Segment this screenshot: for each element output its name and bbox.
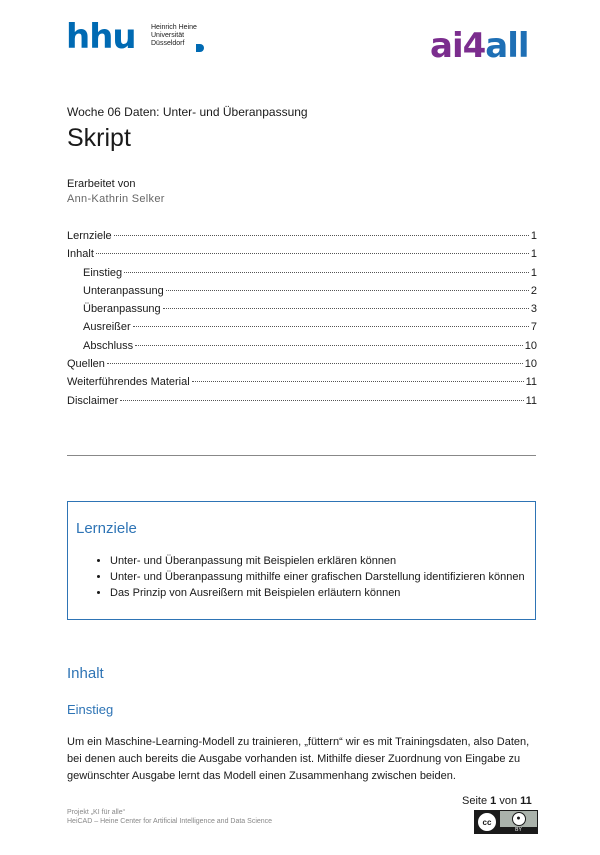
learning-goals-list	[96, 554, 530, 602]
toc-entry-weiterfuehrendes-material[interactable]: Weiterführendes Material 11	[67, 376, 537, 389]
hhu-university-name: Heinrich Heine Universität Düsseldorf	[151, 24, 197, 47]
toc-entry-inhalt[interactable]: Inhalt 1	[67, 248, 537, 261]
hhu-logo	[66, 17, 216, 57]
content-heading: Inhalt	[67, 665, 104, 682]
toc-entry-ausreisser[interactable]: Ausreißer 7	[83, 321, 537, 334]
table-of-contents	[67, 230, 537, 413]
footer-project-info: Projekt „KI für alle“ HeiCAD – Heine Center for Artificial Intelligence and Data Science	[67, 809, 273, 825]
author-name: Ann-Kathrin Selker	[67, 193, 165, 205]
hhu-wordmark: hhu	[66, 17, 136, 57]
toc-entry-disclaimer[interactable]: Disclaimer 11	[67, 394, 537, 407]
section-heading: Einstieg	[67, 702, 114, 717]
toc-entry-lernziele[interactable]: Lernziele 1	[67, 230, 537, 242]
page-number: Seite 1 von 11	[462, 795, 532, 807]
document-title: Skript	[67, 124, 131, 152]
list-item: • Das Prinzip von Ausreißern mit Beispielen erläutern können	[110, 586, 530, 601]
toc-entry-unteranpassung[interactable]: Unteranpassung 2	[83, 284, 537, 297]
hhu-logo-shape	[196, 44, 204, 52]
intro-paragraph: Um ein Maschine-Learning-Modell zu trainieren, „füttern“ wir es mit Trainingsdaten, also Daten, bei denen auch bereits die Ausgabe vorhanden ist. Mithilfe dieser Zuordnung von Eingabe zu gewünschter Ausgabe lernt das Modell einen Zusammenhang zwischen beiden.	[67, 736, 530, 782]
attribution-person-icon: ●	[512, 812, 526, 826]
list-item: • Unter- und Überanpassung mithilfe einer grafischen Darstellung identifizieren können	[110, 570, 530, 585]
ai4all-logo: ai4all	[430, 26, 529, 66]
list-item: • Unter- und Überanpassung mit Beispielen erklären können	[110, 554, 530, 569]
learning-goals-box	[67, 501, 536, 620]
by-label: BY	[500, 827, 537, 833]
document-subtitle: Woche 06 Daten: Unter- und Überanpassung	[67, 105, 308, 119]
creative-commons-icon: cc	[477, 812, 497, 832]
toc-entry-einstieg[interactable]: Einstieg 1	[83, 266, 537, 279]
horizontal-divider	[67, 455, 536, 456]
author-label: Erarbeitet von	[67, 178, 136, 190]
toc-entry-ueberanpassung[interactable]: Überanpassung 3	[83, 303, 537, 316]
learning-goals-heading: Lernziele	[76, 520, 137, 537]
toc-entry-abschluss[interactable]: Abschluss 10	[83, 339, 537, 352]
toc-entry-quellen[interactable]: Quellen 10	[67, 358, 537, 371]
cc-by-license-badge	[474, 810, 538, 834]
